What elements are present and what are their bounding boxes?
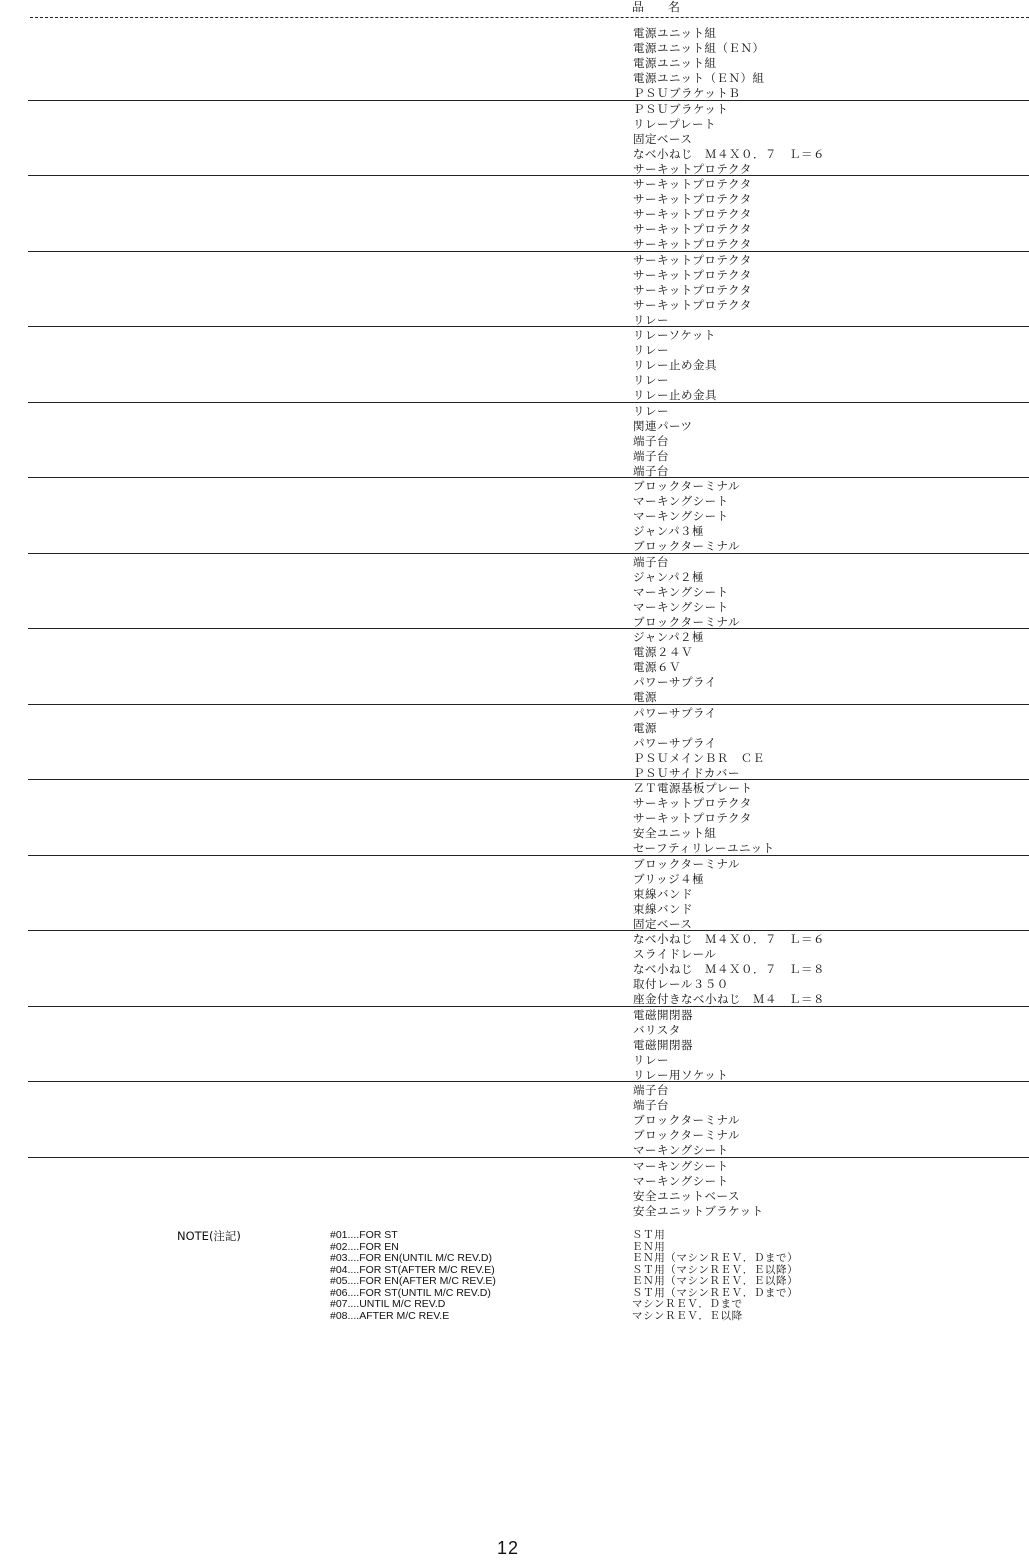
part-name: 端子台 (633, 554, 669, 569)
note-code: #03....FOR EN(UNTIL M/C REV.D) (330, 1252, 493, 1264)
part-name: サーキットプロテクタ (633, 177, 752, 191)
part-name: リレー (633, 373, 669, 388)
part-name: 安全ユニットベース (633, 1188, 740, 1203)
part-name: ＰＳＵサイドカバー (633, 765, 740, 780)
part-name: マーキングシート (633, 509, 729, 524)
part-name: 端子台 (633, 1098, 669, 1113)
part-name: 電源６Ｖ (633, 660, 681, 675)
part-name: サーキットプロテクタ (633, 192, 752, 207)
column-header-part-name: 品 名 (632, 0, 687, 14)
part-name: マーキングシート (633, 1173, 729, 1188)
part-name: マーキングシート (633, 599, 729, 614)
part-name: ジャンパ２極 (633, 569, 704, 584)
part-name: サーキットプロテクタ (633, 267, 752, 282)
note-code: #04....FOR ST(AFTER M/C REV.E) (330, 1263, 495, 1276)
parts-group (0, 1082, 1029, 1158)
part-name: リレー用ソケット (633, 1067, 729, 1082)
part-name: なべ小ねじ Ｍ４Ｘ０．７ Ｌ＝６ (633, 146, 825, 161)
parts-group (0, 327, 1029, 403)
part-name: 電源 (633, 720, 657, 735)
parts-group (0, 705, 1029, 781)
part-name: 電磁開閉器 (633, 1007, 693, 1022)
part-name: 電源ユニット組（ＥＮ） (633, 41, 765, 56)
part-name: ブロックターミナル (633, 1113, 740, 1128)
parts-group (0, 25, 1029, 101)
header-dashed-divider (30, 17, 1029, 18)
note-description: ＳＴ用 (632, 1229, 666, 1241)
part-name: 電源 (633, 690, 657, 705)
part-name: 束線バンド (633, 901, 693, 916)
note-code: #02....FOR EN (330, 1240, 399, 1253)
part-name: リレー (633, 403, 669, 418)
part-name: ブロックターミナル (633, 539, 740, 554)
note-code: #06....FOR ST(UNTIL M/C REV.D) (330, 1286, 491, 1299)
part-name: 端子台 (633, 448, 669, 463)
part-name: ブロックターミナル (633, 856, 740, 871)
parts-list (0, 25, 1029, 1218)
note-description: ＥＮ用 (632, 1240, 666, 1253)
note-code: #08....AFTER M/C REV.E (330, 1309, 450, 1322)
part-name: ジャンパ３極 (633, 524, 704, 539)
part-name: バリスタ (633, 1022, 681, 1037)
part-name: 電磁開閉器 (633, 1037, 693, 1052)
part-name: 固定ベース (633, 916, 693, 931)
part-name: リレー止め金具 (633, 388, 717, 403)
part-name: 固定ベース (633, 131, 693, 146)
parts-group (0, 1007, 1029, 1083)
part-name: サーキットプロテクタ (633, 297, 752, 312)
part-name: 束線バンド (633, 886, 693, 901)
parts-group (0, 1158, 1029, 1218)
parts-group (0, 176, 1029, 252)
part-name: ブリッジ４極 (633, 871, 705, 886)
parts-group (0, 629, 1029, 705)
part-name: 端子台 (633, 463, 669, 478)
part-name: リレー (633, 1052, 669, 1067)
note-code: #07....UNTIL M/C REV.D (330, 1298, 446, 1310)
part-name: セーフティリレーユニット (633, 841, 775, 856)
part-name: ＰＳＵメインＢＲ ＣＥ (633, 750, 765, 765)
note-description: マシンＲＥＶ．Ｅ以降 (632, 1309, 743, 1322)
part-name: パワーサプライ (633, 705, 717, 720)
page-number: 12 (497, 1538, 520, 1558)
part-name: サーキットプロテクタ (633, 252, 752, 267)
part-name: マーキングシート (633, 584, 729, 599)
part-name: サーキットプロテクタ (633, 796, 752, 811)
part-name: 電源ユニット組 (633, 56, 717, 71)
note-description: マシンＲＥＶ．Ｄまで (632, 1298, 743, 1310)
part-name: サーキットプロテクタ (633, 811, 752, 826)
part-name: リレーソケット (633, 328, 716, 342)
part-name: サーキットプロテクタ (633, 282, 752, 297)
note-description: ＥＮ用（マシンＲＥＶ．Ｅ以降） (632, 1275, 799, 1287)
part-name: ブロックターミナル (633, 614, 740, 629)
part-name: マーキングシート (633, 1158, 729, 1173)
part-name: ＰＳＵブラケットＢ (633, 86, 741, 101)
part-name: 座金付きなべ小ねじ Ｍ４ Ｌ＝８ (633, 992, 825, 1007)
part-name: リレープレート (633, 116, 716, 131)
note-code: #05....FOR EN(AFTER M/C REV.E) (330, 1275, 496, 1287)
part-name: 安全ユニット組 (633, 826, 717, 841)
parts-group (0, 478, 1029, 554)
part-name: リレー (633, 312, 669, 327)
part-name: マーキングシート (633, 1143, 729, 1158)
part-name: マーキングシート (633, 494, 729, 509)
part-name: パワーサプライ (633, 675, 717, 690)
parts-group (0, 403, 1029, 479)
note-description: ＥＮ用（マシンＲＥＶ．Ｄまで） (632, 1252, 799, 1264)
part-name: 安全ユニットブラケット (633, 1203, 764, 1218)
note-code: #01....FOR ST (330, 1229, 398, 1241)
part-name: パワーサプライ (633, 735, 717, 750)
part-name: 関連パーツ (633, 418, 693, 433)
parts-group (0, 252, 1029, 328)
parts-group (0, 856, 1029, 932)
notes-title: NOTE(注記) (177, 1229, 241, 1243)
part-name: ＺＴ電源基板プレート (633, 781, 753, 795)
part-name: ジャンパ２極 (633, 630, 704, 644)
part-name: サーキットプロテクタ (633, 207, 752, 222)
part-name: 端子台 (633, 433, 669, 448)
part-name: スライドレール (633, 947, 717, 962)
part-name: リレー止め金具 (633, 358, 717, 373)
part-name: 電源ユニット組 (633, 26, 717, 40)
note-description: ＳＴ用（マシンＲＥＶ．Ｅ以降） (632, 1263, 799, 1276)
parts-group (0, 931, 1029, 1007)
part-name: 端子台 (633, 1083, 669, 1097)
parts-group (0, 780, 1029, 856)
part-name: リレー (633, 343, 669, 358)
parts-group (0, 101, 1029, 177)
part-name: 電源ユニット（ＥＮ）組 (633, 71, 765, 86)
parts-group (0, 554, 1029, 630)
part-name: ブロックターミナル (633, 479, 740, 493)
part-name: 電源２４Ｖ (633, 645, 693, 660)
part-name: 取付レール３５０ (633, 977, 729, 992)
part-name: ブロックターミナル (633, 1128, 740, 1143)
note-description: ＳＴ用（マシンＲＥＶ．Ｄまで） (632, 1286, 799, 1299)
part-name: ＰＳＵブラケット (633, 101, 729, 116)
part-name: サーキットプロテクタ (633, 161, 752, 176)
part-name: なべ小ねじ Ｍ４Ｘ０．７ Ｌ＝６ (633, 932, 825, 946)
part-name: サーキットプロテクタ (633, 222, 752, 237)
part-name: なべ小ねじ Ｍ４Ｘ０．７ Ｌ＝８ (633, 962, 825, 977)
part-name: サーキットプロテクタ (633, 237, 752, 252)
